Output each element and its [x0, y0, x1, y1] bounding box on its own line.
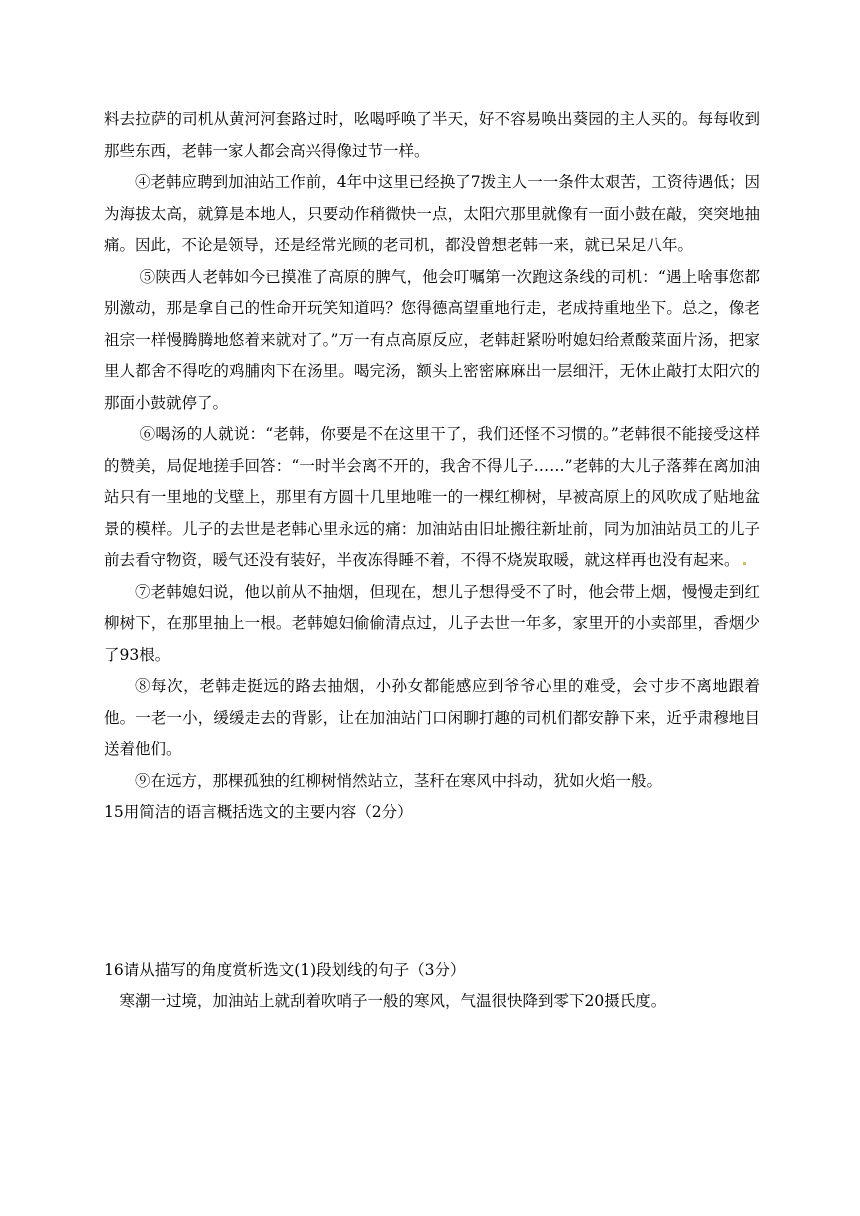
- paragraph-6: [104, 419, 760, 577]
- stray-mark: [743, 562, 746, 565]
- paragraph-7: ⑦老韩媳妇说，他以前从不抽烟，但现在，想儿子想得受不了时，他会带上烟，慢慢走到红柳树下，在那里抽上一根。老韩媳妇偷偷清点过，儿子去世一年多，家里开的小卖部里，香烟少了93根。: [104, 582, 760, 664]
- paragraph-6-text: ⑥喝汤的人就说：“老韩，你要是不在这里干了，我们还怪不习惯的。”老韩很不能接受这样的赞美，局促地搓手回答：“一时半会离不开的，我舍不得儿子……”老韩的大儿子落葬在离加油站只有一里地的戈壁上，那里有方圆十几里地唯一的一棵红柳树，早被高原上的风吹成了贴地盆景的模样。儿子的去世是老韩心里永远的痛：加油站由旧址搬往新址前，同为加油站员工的儿子前去看守物资，暖气还没有装好，半夜冻得睡不着，不得不烧炭取暖，就这样再也没有起来。: [104, 425, 760, 569]
- answer-space: [104, 829, 760, 955]
- question-16: 16请从描写的角度赏析选文(1)段划线的句子（3分）: [104, 960, 466, 979]
- quoted-sentence: 寒潮一过境，加油站上就刮着吹哨子一般的寒风，气温很快降到零下20摄氏度。: [119, 992, 667, 1010]
- paragraph-4: ④老韩应聘到加油站工作前，4年中这里已经换了7拨主人一一条件太艰苦，工资待遇低；因为海拔太高，就算是本地人，只要动作稍微快一点，太阳穴那里就像有一面小鼓在敲，突突地抽痛。因此，不论是领导，还是经常光顾的老司机，都没曾想老韩一来，就已呆足八年。: [104, 173, 760, 254]
- document-page: [104, 104, 760, 1018]
- paragraph-5: ⑤陕西人老韩如今已摸准了高原的脾气，他会叮嘱第一次跑这条线的司机：“遇上啥事您都别激动，那是拿自己的性命开玩笑知道吗？您得德高望重地行走，老成持重地坐下。总之，像老祖宗一样慢腾腾地悠着来就对了。”万一有点高原反应，老韩赶紧吩咐媳妇给煮酸菜面片汤，把家里人都舍不得吃的鸡脯肉下在汤里。喝完汤，额头上密密麻麻出一层细汗，无休止敲打太阳穴的那面小鼓就停了。: [104, 267, 760, 412]
- paragraph-9: ⑨在远方，那棵孤独的红柳树悄然站立，茎秆在寒风中抖动，犹如火焰一般。: [135, 771, 663, 790]
- paragraph-8: ⑧每次，老韩走挺远的路去抽烟，小孙女都能感应到爷爷心里的难受，会寸步不离地跟着他。一老一小，缓缓走去的背影，让在加油站门口闲聊打趣的司机们都安静下来，近乎肃穆地目送着他们。: [104, 677, 760, 758]
- paragraph-continued: 料去拉萨的司机从黄河河套路过时，吆喝呼唤了半天，好不容易唤出葵园的主人买的。每每收到那些东西，老韩一家人都会高兴得像过节一样。: [104, 110, 760, 160]
- question-15: 15用简洁的语言概括选文的主要内容（2分）: [104, 803, 413, 821]
